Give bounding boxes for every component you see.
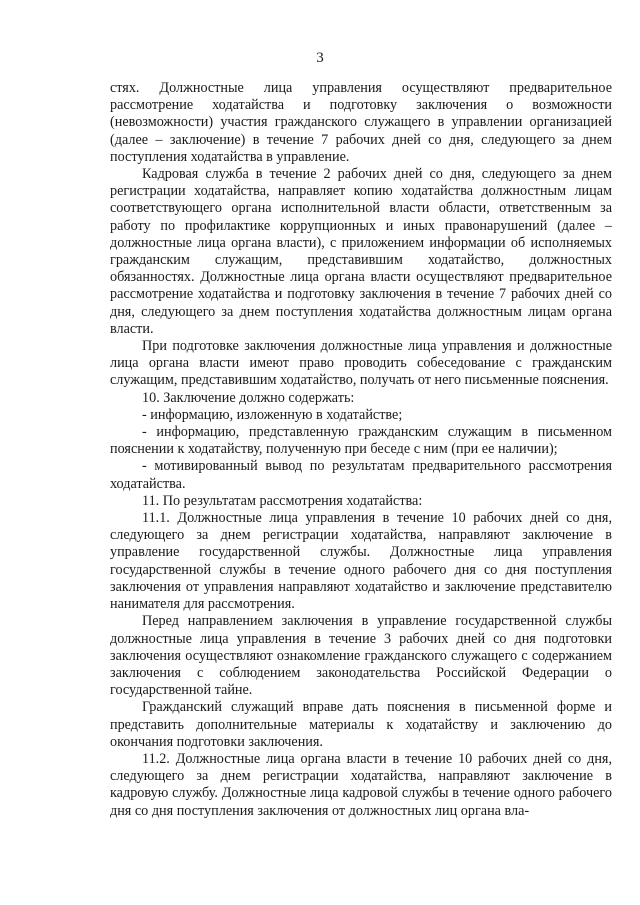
paragraph: Перед направлением заключения в управление государственной службы должностные лица управления в течение 3 рабочих дней со дня подготовки заключения осуществляют ознакомление гражданского служащего с содержанием заключения с соблюдением законодательства Российской Федерации о государственной тайне. bbox=[110, 613, 612, 699]
paragraph: 11.1. Должностные лица управления в течение 10 рабочих дней со дня, следующего за днем регистрации ходатайства, направляют заключение в управление государственной службы. Должностные лица управления государственной службы в течение одного рабочего дня со дня поступления заключения от управления направляют ходатайство и заключение представителю нанимателя для рассмотрения. bbox=[110, 510, 612, 613]
list-item: - информацию, представленную гражданским служащим в письменном пояснении к ходатайству, полученную при беседе с ним (при ее наличии); bbox=[110, 424, 612, 458]
paragraph: стях. Должностные лица управления осуществляют предварительное рассмотрение ходатайства и подготовку заключения о возможности (невозможности) участия гражданского служащего в управлении организацией (далее – заключение) в течение 7 рабочих дней со дня, следующего за днем поступления ходатайства в управление. bbox=[110, 80, 612, 165]
page-number: 3 bbox=[316, 50, 324, 66]
paragraph: 11.2. Должностные лица органа власти в течение 10 рабочих дней со дня, следующего за днем регистрации ходатайства, направляют заключение в кадровую службу. Должностные лица кадровой службы в течение одного рабочего дня со дня поступления заключения от должностных лиц органа вла- bbox=[110, 750, 612, 819]
document-body bbox=[110, 80, 612, 820]
paragraph: 10. Заключение должно содержать: bbox=[142, 389, 355, 406]
paragraph: При подготовке заключения должностные лица управления и должностные лица органа власти имеют право проводить собеседование с гражданским служащим, представившим ходатайство, получать от него письменные пояснения. bbox=[110, 338, 612, 389]
list-item: - информацию, изложенную в ходатайстве; bbox=[142, 406, 403, 423]
paragraph: Кадровая служба в течение 2 рабочих дней со дня, следующего за днем регистрации ходатайства, направляет копию ходатайства должностным лицам соответствующего органа исполнительной власти области, ответственным за работу по профилактике коррупционных и иных правонарушений (далее – должностные лица органа власти), с приложением информации об исполняемых гражданским служащим, представившим ходатайство, должностных обязанностях. Должностные лица органа власти осуществляют предварительное рассмотрение ходатайства и подготовку заключения в течение 7 рабочих дней со дня, следующего за днем поступления ходатайства должностным лицам органа власти. bbox=[110, 166, 612, 337]
list-item: - мотивированный вывод по результатам предварительного рассмотрения ходатайства. bbox=[110, 458, 612, 492]
paragraph: 11. По результатам рассмотрения ходатайства: bbox=[142, 492, 423, 509]
paragraph: Гражданский служащий вправе дать пояснения в письменной форме и представить дополнительные материалы к ходатайству и заключению до окончания подготовки заключения. bbox=[110, 699, 612, 750]
